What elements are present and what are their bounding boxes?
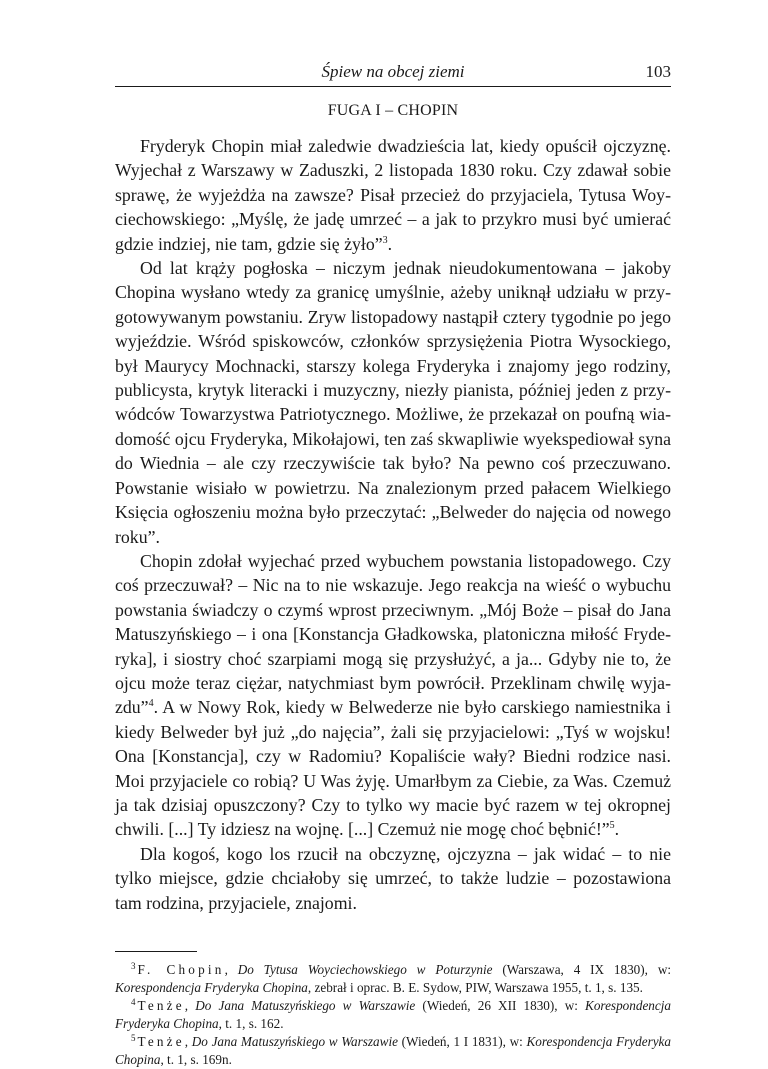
footnote-ref-5[interactable]: 5 [609,820,615,832]
footnote-ref-3[interactable]: 3 [382,234,388,246]
paragraph-2: Od lat krąży pogłoska – niczym jednak nieudokumentowana – jakoby Chopina wysłano wtedy za granicę umyślnie, ażeby uniknął udziału w przygotowywanym powstaniu. Zryw listopadowy nastąpił cztery tygodnie po jego wyjeździe. Wśród spiskowców, członków sprzysiężenia Piotra Wysockiego, był Maurycy Mochnacki, starszy kolega Fryderyka i znajomy jego rodziny, publicysta, krytyk literacki i muzyczny, niezły pianista, później jeden z przywódców Towarzystwa Patriotycznego. Możliwe, że przekazał on poufną wiadomość ojcu Fryderyka, Mikołajowi, ten zaś skwapliwie wyekspediował syna do Wiednia – ale czy rzeczywiście tak było? Na pewno coś przeczuwano. Powstanie wisiało w powietrzu. Na znalezionym przed pałacem Wielkiego Księcia ogłoszeniu można było przeczytać: „Belweder do najęcia od nowego roku”. [115,258,671,547]
paragraph-3-middle: . A w Nowy Rok, kiedy w Belwederze nie było carskiego namiestnika i kiedy Belweder był już „do najęcia”, żali się przyjacielowi: „Tyś w wojsku! Ona [Konstancja], czy w Radomiu? Kopaliście wały? Biedni rodzice nasi. Moi przyjaciele co robią? U Was żyję. Umarłbym za Ciebie, za Was. Czemuż ja tak dzisiaj opuszczony? Czy to tylko wy macie być razem w tej okropnej chwili. [...] Ty idziesz na wojnę. [...] Czemuż nie mogę choć bębnić!” [115,697,671,840]
footnote-4: $^4$ Tenże, Do Jana Matuszyńskiego w Warszawie (Wiedeń, 26 XII 1830), w: Korespondencja Fryderyka Chopina, t. 1, s. 162. [115,996,671,1031]
chapter-heading: FUGA I – CHOPIN [327,102,459,119]
footnote-tail: , t. 1, s. 162. [218,1016,284,1031]
footnote-5: $^5$ Tenże, Do Jana Matuszyńskiego w Warszawie (Wiedeń, 1 I 1831), w: Korespondencja Fryderyka Chopina, t. 1, s. 169n. [115,1032,672,1067]
footnote-title: Do Jana Matuszyńskiego w Warszawie [191,1034,398,1049]
footnote-author: Tenże [137,998,185,1013]
footnote-number: 5 [131,1032,136,1043]
footnote-source: Korespondencja Fryderyka Chopina [115,1034,672,1067]
footnote-ref-4[interactable]: 4 [148,698,154,710]
running-header [115,58,671,87]
footnote-number: 4 [131,996,136,1007]
footnote-number: 3 [131,960,136,971]
page-number: 103 [645,62,671,81]
main-text [115,134,671,915]
running-title: Śpiew na obcej ziemi [321,62,465,81]
footnotes [115,961,671,1069]
footnote-source: Korespondencja Fryderyka Chopina [115,980,308,995]
footnote-detail: (Wiedeń, 1 I 1831), w: [397,1034,527,1049]
footnote-detail: (Warszawa, 4 IX 1830), w: [492,962,672,977]
book-page [115,58,671,1069]
footnote-separator [115,951,197,952]
paragraph-3 [115,549,671,842]
paragraph-4: Dla kogoś, kogo los rzucił na obczyznę, ojczyzna – jak widać – to nie tylko miejsce, gdzie chciałoby się umrzeć, to także ludzie – pozostawiona tam rodzina, przyjaciele, znajomi. [115,843,671,913]
footnote-detail: (Wiedeń, 26 XII 1830), w: [415,998,586,1013]
footnote-author: F. Chopin [137,962,225,977]
footnote-source: Korespondencja Fryderyka Chopina [115,998,671,1031]
footnote-3: $^3$ F. Chopin, Do Tytusa Woyciechowskiego w Poturzynie (Warszawa, 4 IX 1830), w: Korespondencja Fryderyka Chopina, zebrał i oprac. B. E. Sydow, PIW, Warszawa 1955, t. 1, s. 135. [115,960,672,995]
footnote-tail: , zebrał i oprac. B. E. Sydow, PIW, Warszawa 1955, t. 1, s. 135. [307,980,643,995]
paragraph-1-end: . [387,233,393,254]
footnote-tail: , t. 1, s. 169n. [160,1052,232,1067]
paragraph-1 [115,134,671,256]
footnote-title: Do Tytusa Woyciechowskiego w Poturzynie [237,962,493,977]
paragraph-3-text: Chopin zdołał wyjechać przed wybuchem powstania listopadowego. Czy coś przeczuwał? – Nic na to nie wskazuje. Jego reakcja na wieść o wybuchu powstania świadczy o czymś wprost przeciwnym. „Mój Boże – pisał do Jana Matuszyńskiego – i ona [Konstancja Gładkowska, platoniczna miłość Fryderyka], i siostry choć szarpiami mogą się przysłużyć, a ja... Gdyby nie to, że ojcu może teraz ciężar, natychmiast bym powrócił. Przeklinam chwilę wyjazdu” [115,550,671,718]
footnote-author: Tenże [137,1034,185,1049]
footnote-title: Do Jana Matuszyńskiego w Warszawie [195,998,416,1013]
paragraph-3-end: . [614,819,620,840]
paragraph-1-text: Fryderyk Chopin miał zaledwie dwadzieścia lat, kiedy opuścił ojczyznę. Wyjechał z Warszawy w Zaduszki, 2 listopada 1830 roku. Czy zdawał sobie sprawę, że wyjeżdża na zawsze? Pisał przecież do przyjaciela, Tytusa Woyciechowskiego: „Myślę, że jadę umrzeć – a jak to przykro musi być umierać gdzie indziej, nie tam, gdzie się żyło” [115,136,671,254]
